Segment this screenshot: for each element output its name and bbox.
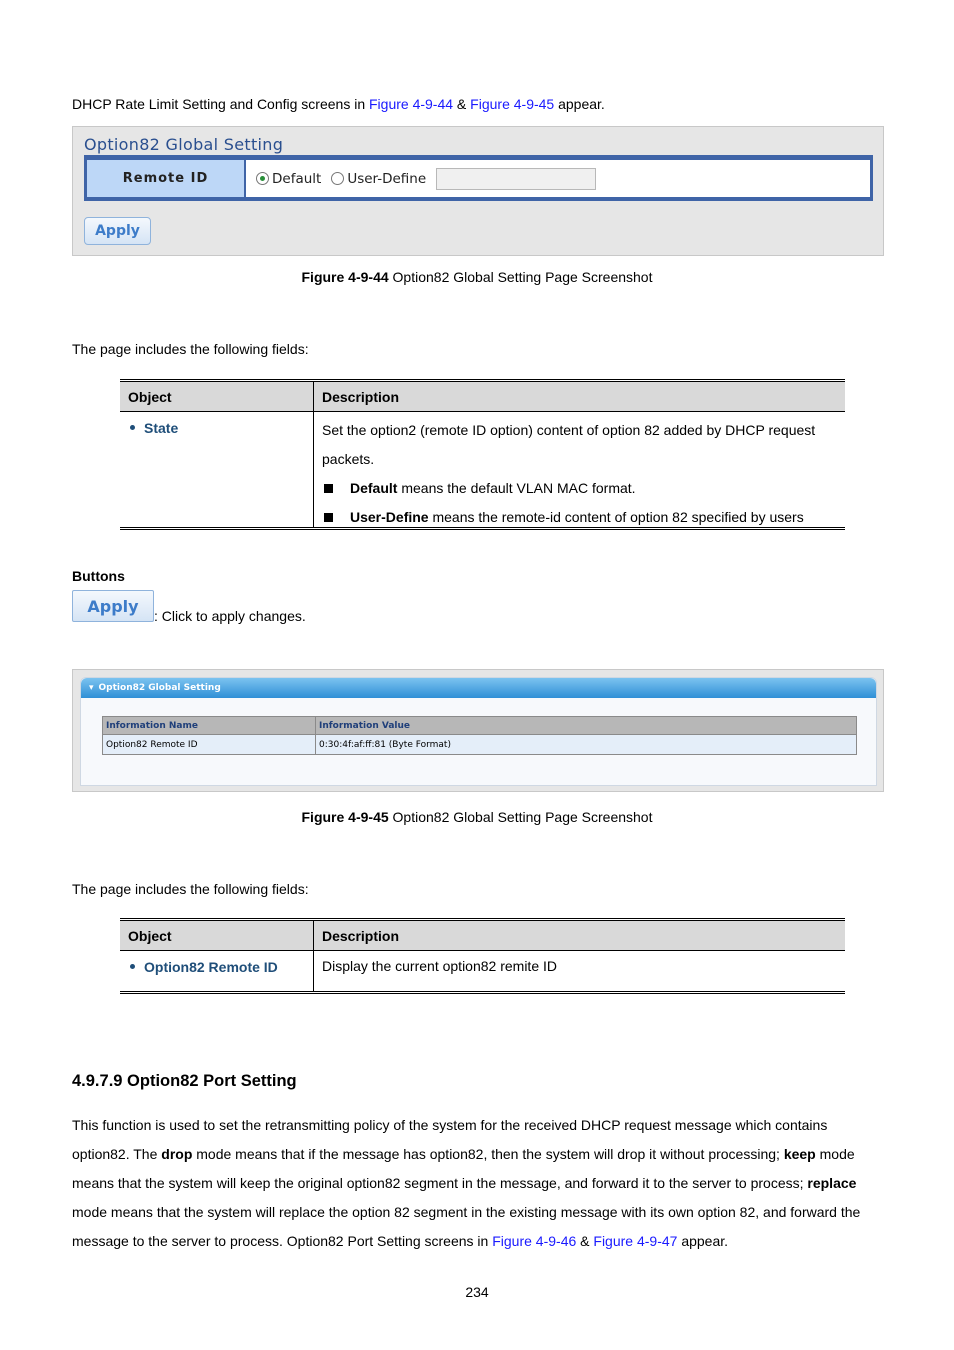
fig45-title-bar (81, 678, 876, 698)
figure-4-9-47-link[interactable]: Figure 4-9-47 (593, 1233, 678, 1249)
para-keep: keep (783, 1146, 816, 1162)
header-object: Object (120, 382, 314, 411)
radio-default-label: Default (272, 170, 322, 187)
apply-button-sample[interactable]: Apply (72, 590, 154, 622)
figure-44-screenshot (72, 126, 884, 256)
row-object (120, 951, 314, 991)
table-row (103, 735, 856, 754)
remote-id-value (246, 160, 870, 197)
fields-table-1 (120, 379, 845, 530)
apply-button-description: : Click to apply changes. (154, 608, 306, 624)
row-object-label: Option82 Remote ID (144, 959, 278, 975)
intro-paragraph (72, 96, 605, 112)
page-number: 234 (465, 1284, 489, 1300)
header-object: Object (120, 921, 314, 950)
row-description (314, 412, 845, 527)
para-text-2: mode means that if the message has option82, then the system will drop it without processing; (192, 1146, 784, 1162)
fig44-apply-button[interactable]: Apply (84, 217, 151, 245)
para-amp: & (576, 1233, 594, 1249)
fig45-header-row (103, 717, 856, 735)
table-header (120, 382, 845, 412)
description-main: Set the option2 (remote ID option) content of option 82 added by DHCP request packets. (322, 422, 816, 467)
fig45-row-value: 0:30:4f:af:ff:81 (Byte Format) (319, 739, 451, 750)
bullet-icon (130, 964, 135, 969)
para-replace: replace (807, 1175, 857, 1191)
item-user-define-bold: User-Define (350, 509, 429, 525)
fig44-caption-text: Option82 Global Setting Page Screenshot (388, 269, 653, 285)
fig44-caption-label: Figure 4-9-44 (301, 269, 389, 285)
description-item-default (322, 474, 837, 503)
buttons-heading: Buttons (72, 568, 125, 584)
item-default-text: means the default VLAN MAC format. (397, 480, 636, 496)
remote-id-label: Remote ID (87, 160, 246, 197)
fig45-col-value: Information Value (319, 720, 410, 731)
fig44-caption (0, 269, 954, 285)
description-item-user-define (322, 503, 837, 532)
row-object (120, 412, 314, 527)
intro-amp: & (453, 96, 471, 112)
square-bullet-icon (324, 513, 333, 522)
header-description: Description (322, 927, 400, 944)
intro-text: DHCP Rate Limit Setting and Config screens in (72, 96, 369, 112)
figure-4-9-45-link[interactable]: Figure 4-9-45 (470, 96, 555, 112)
radio-default[interactable] (256, 171, 321, 187)
item-default-bold: Default (350, 480, 398, 496)
para-text-3: mode means that the system will keep the original option82 segment in the message, and forward it to the server to process; (72, 1146, 855, 1191)
collapse-arrow-icon[interactable]: ▾ (89, 683, 94, 693)
item-user-define-text: means the remote-id content of option 82 specified by users (428, 509, 804, 525)
fig45-caption-label: Figure 4-9-45 (301, 809, 389, 825)
radio-user-define-icon[interactable] (331, 172, 344, 185)
fig45-caption (0, 809, 954, 825)
fields-table-2 (120, 918, 845, 994)
row-description: Display the current option82 remite ID (322, 958, 557, 974)
section-paragraph (72, 1111, 884, 1256)
fig45-title: Option82 Global Setting (98, 683, 221, 693)
fields-intro-2: The page includes the following fields: (72, 881, 309, 897)
fields-intro-1: The page includes the following fields: (72, 341, 309, 357)
fig45-info-table (102, 716, 857, 755)
figure-45-screenshot (72, 669, 884, 792)
table-row (120, 951, 845, 991)
fig45-col-name: Information Name (103, 717, 316, 734)
para-text-1: This function is used to set the retransmitting policy of the system for the received DHCP request message which contains option82. The (72, 1117, 828, 1162)
para-text-4: mode means that the system will replace the option 82 segment in the existing message with its own option 82, and forward the message to the server to process. Option82 Port Setting screens in (72, 1204, 861, 1249)
bullet-icon (130, 425, 135, 430)
para-text-5: appear. (677, 1233, 729, 1249)
radio-default-icon[interactable] (256, 172, 269, 185)
table-bottom-rule (120, 991, 845, 994)
user-define-input[interactable] (436, 168, 596, 190)
fig44-title: Option82 Global Setting (84, 135, 284, 154)
radio-user-define[interactable] (331, 171, 426, 187)
table-row (120, 412, 845, 527)
fig44-settings-table (84, 155, 873, 201)
section-title: 4.9.7.9 Option82 Port Setting (72, 1072, 297, 1090)
fig45-panel (80, 677, 877, 786)
figure-4-9-44-link[interactable]: Figure 4-9-44 (369, 96, 454, 112)
table-header (120, 921, 845, 951)
fig45-row-name: Option82 Remote ID (103, 735, 316, 754)
para-drop: drop (161, 1146, 193, 1162)
row-object-label: State (144, 420, 179, 436)
intro-after: appear. (554, 96, 605, 112)
figure-4-9-46-link[interactable]: Figure 4-9-46 (492, 1233, 577, 1249)
header-description: Description (322, 388, 400, 405)
fig45-caption-text: Option82 Global Setting Page Screenshot (388, 809, 653, 825)
radio-user-define-label: User-Define (347, 170, 427, 187)
square-bullet-icon (324, 484, 333, 493)
